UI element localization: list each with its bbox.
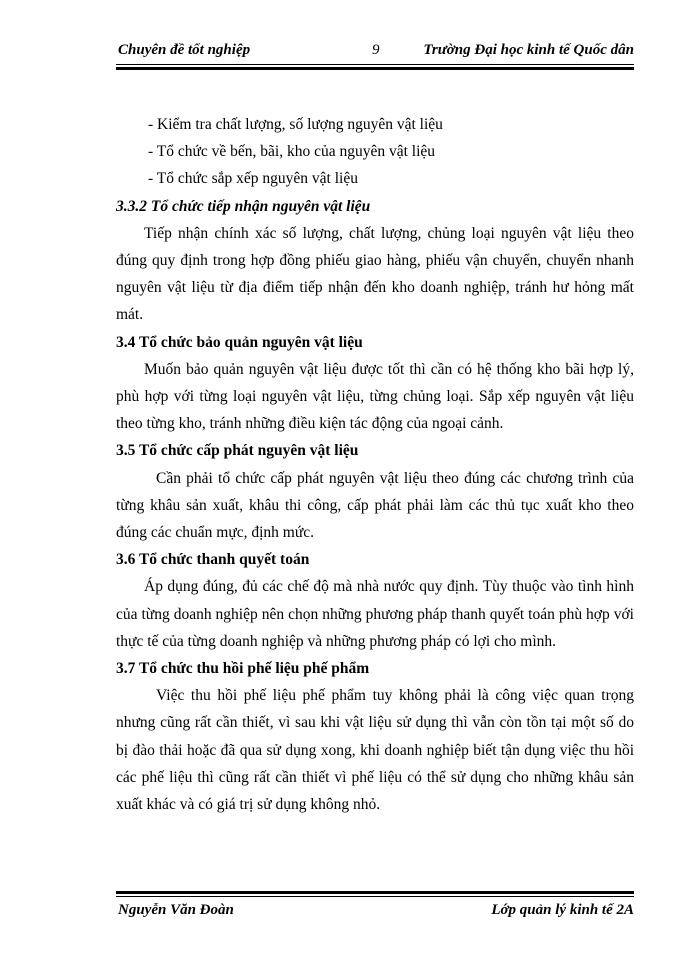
- bullet-item: - Tổ chức sắp xếp nguyên vật liệu: [148, 170, 358, 188]
- section-heading-3-4: 3.4 Tổ chức bảo quản nguyên vật liệu: [116, 333, 363, 351]
- header-document-title: Chuyên đề tốt nghiệp: [118, 42, 251, 58]
- page-header: [116, 40, 634, 62]
- footer-divider-thick: [116, 891, 634, 894]
- bullet-item: - Tổ chức về bến, bãi, kho của nguyên vật liệu: [148, 143, 436, 161]
- footer-divider-thin: [116, 896, 634, 897]
- header-page-number: 9: [372, 42, 380, 58]
- section-paragraph-3-7: Việc thu hồi phế liệu phế phẩm tuy không phải là công việc quan trọng nhưng cũng rất cần thiết, vì sau khi vật liệu sử dụng thì vẫn còn tồn tại một số do bị đào thải hoặc đã qua sử dụng xong, khi doanh nghiệp biết tận dụng việc thu hồi các phế liệu thì cũng rất cần thiết vì phế liệu có thể sử dụng cho những khâu sản xuất khác và có giá trị sử dụng không nhỏ.: [116, 687, 634, 813]
- header-divider-thin: [116, 64, 634, 65]
- page-body: [116, 111, 634, 818]
- header-divider-thick: [116, 67, 634, 70]
- section-paragraph-3-4: Muốn bảo quản nguyên vật liệu được tốt thì cần có hệ thống kho bãi hợp lý, phù hợp với từng loại nguyên vật liệu, từng chủng loại. Sắp xếp nguyên vật liệu theo từng kho, tránh những điều kiện tác động của ngoại cảnh.: [116, 360, 634, 433]
- section-paragraph-3-5: Cần phải tổ chức cấp phát nguyên vật liệu theo đúng các chương trình của từng khâu sản xuất, khâu thi công, cấp phát phải làm các thủ tục xuất kho theo đúng các chuẩn mực, định mức.: [116, 469, 634, 541]
- section-heading-3-7: 3.7 Tổ chức thu hồi phế liệu phế phẩm: [116, 659, 370, 677]
- bullet-item: - Kiểm tra chất lượng, số lượng nguyên vật liệu: [148, 116, 443, 133]
- section-paragraph-3-6: Áp dụng đúng, đủ các chế độ mà nhà nước quy định. Tùy thuộc vào tình hình của từng doanh nghiệp nên chọn những phương pháp thanh quyết toán phù hợp với thực tế của từng doanh nghiệp và những phương pháp có lợi cho mình.: [116, 578, 634, 650]
- section-heading-3-3-2: 3.3.2 Tổ chức tiếp nhận nguyên vật liệu: [116, 197, 371, 215]
- section-heading-3-5: 3.5 Tổ chức cấp phát nguyên vật liệu: [116, 442, 359, 460]
- footer-author-name: Nguyễn Văn Đoàn: [118, 902, 234, 918]
- footer-class-name: Lớp quản lý kinh tế 2A: [491, 902, 634, 918]
- section-heading-3-6: 3.6 Tổ chức thanh quyết toán: [116, 551, 310, 569]
- page-footer: [116, 902, 634, 924]
- header-university-name: Trường Đại học kinh tế Quốc dân: [423, 42, 634, 58]
- section-paragraph-3-3-2: Tiếp nhận chính xác số lượng, chất lượng, chủng loại nguyên vật liệu theo đúng quy định trong hợp đồng phiếu giao hàng, phiếu vận chuyển, chuyển nhanh nguyên vật liệu từ địa điểm tiếp nhận đến kho doanh nghiệp, tránh hư hỏng mất mát.: [116, 224, 634, 324]
